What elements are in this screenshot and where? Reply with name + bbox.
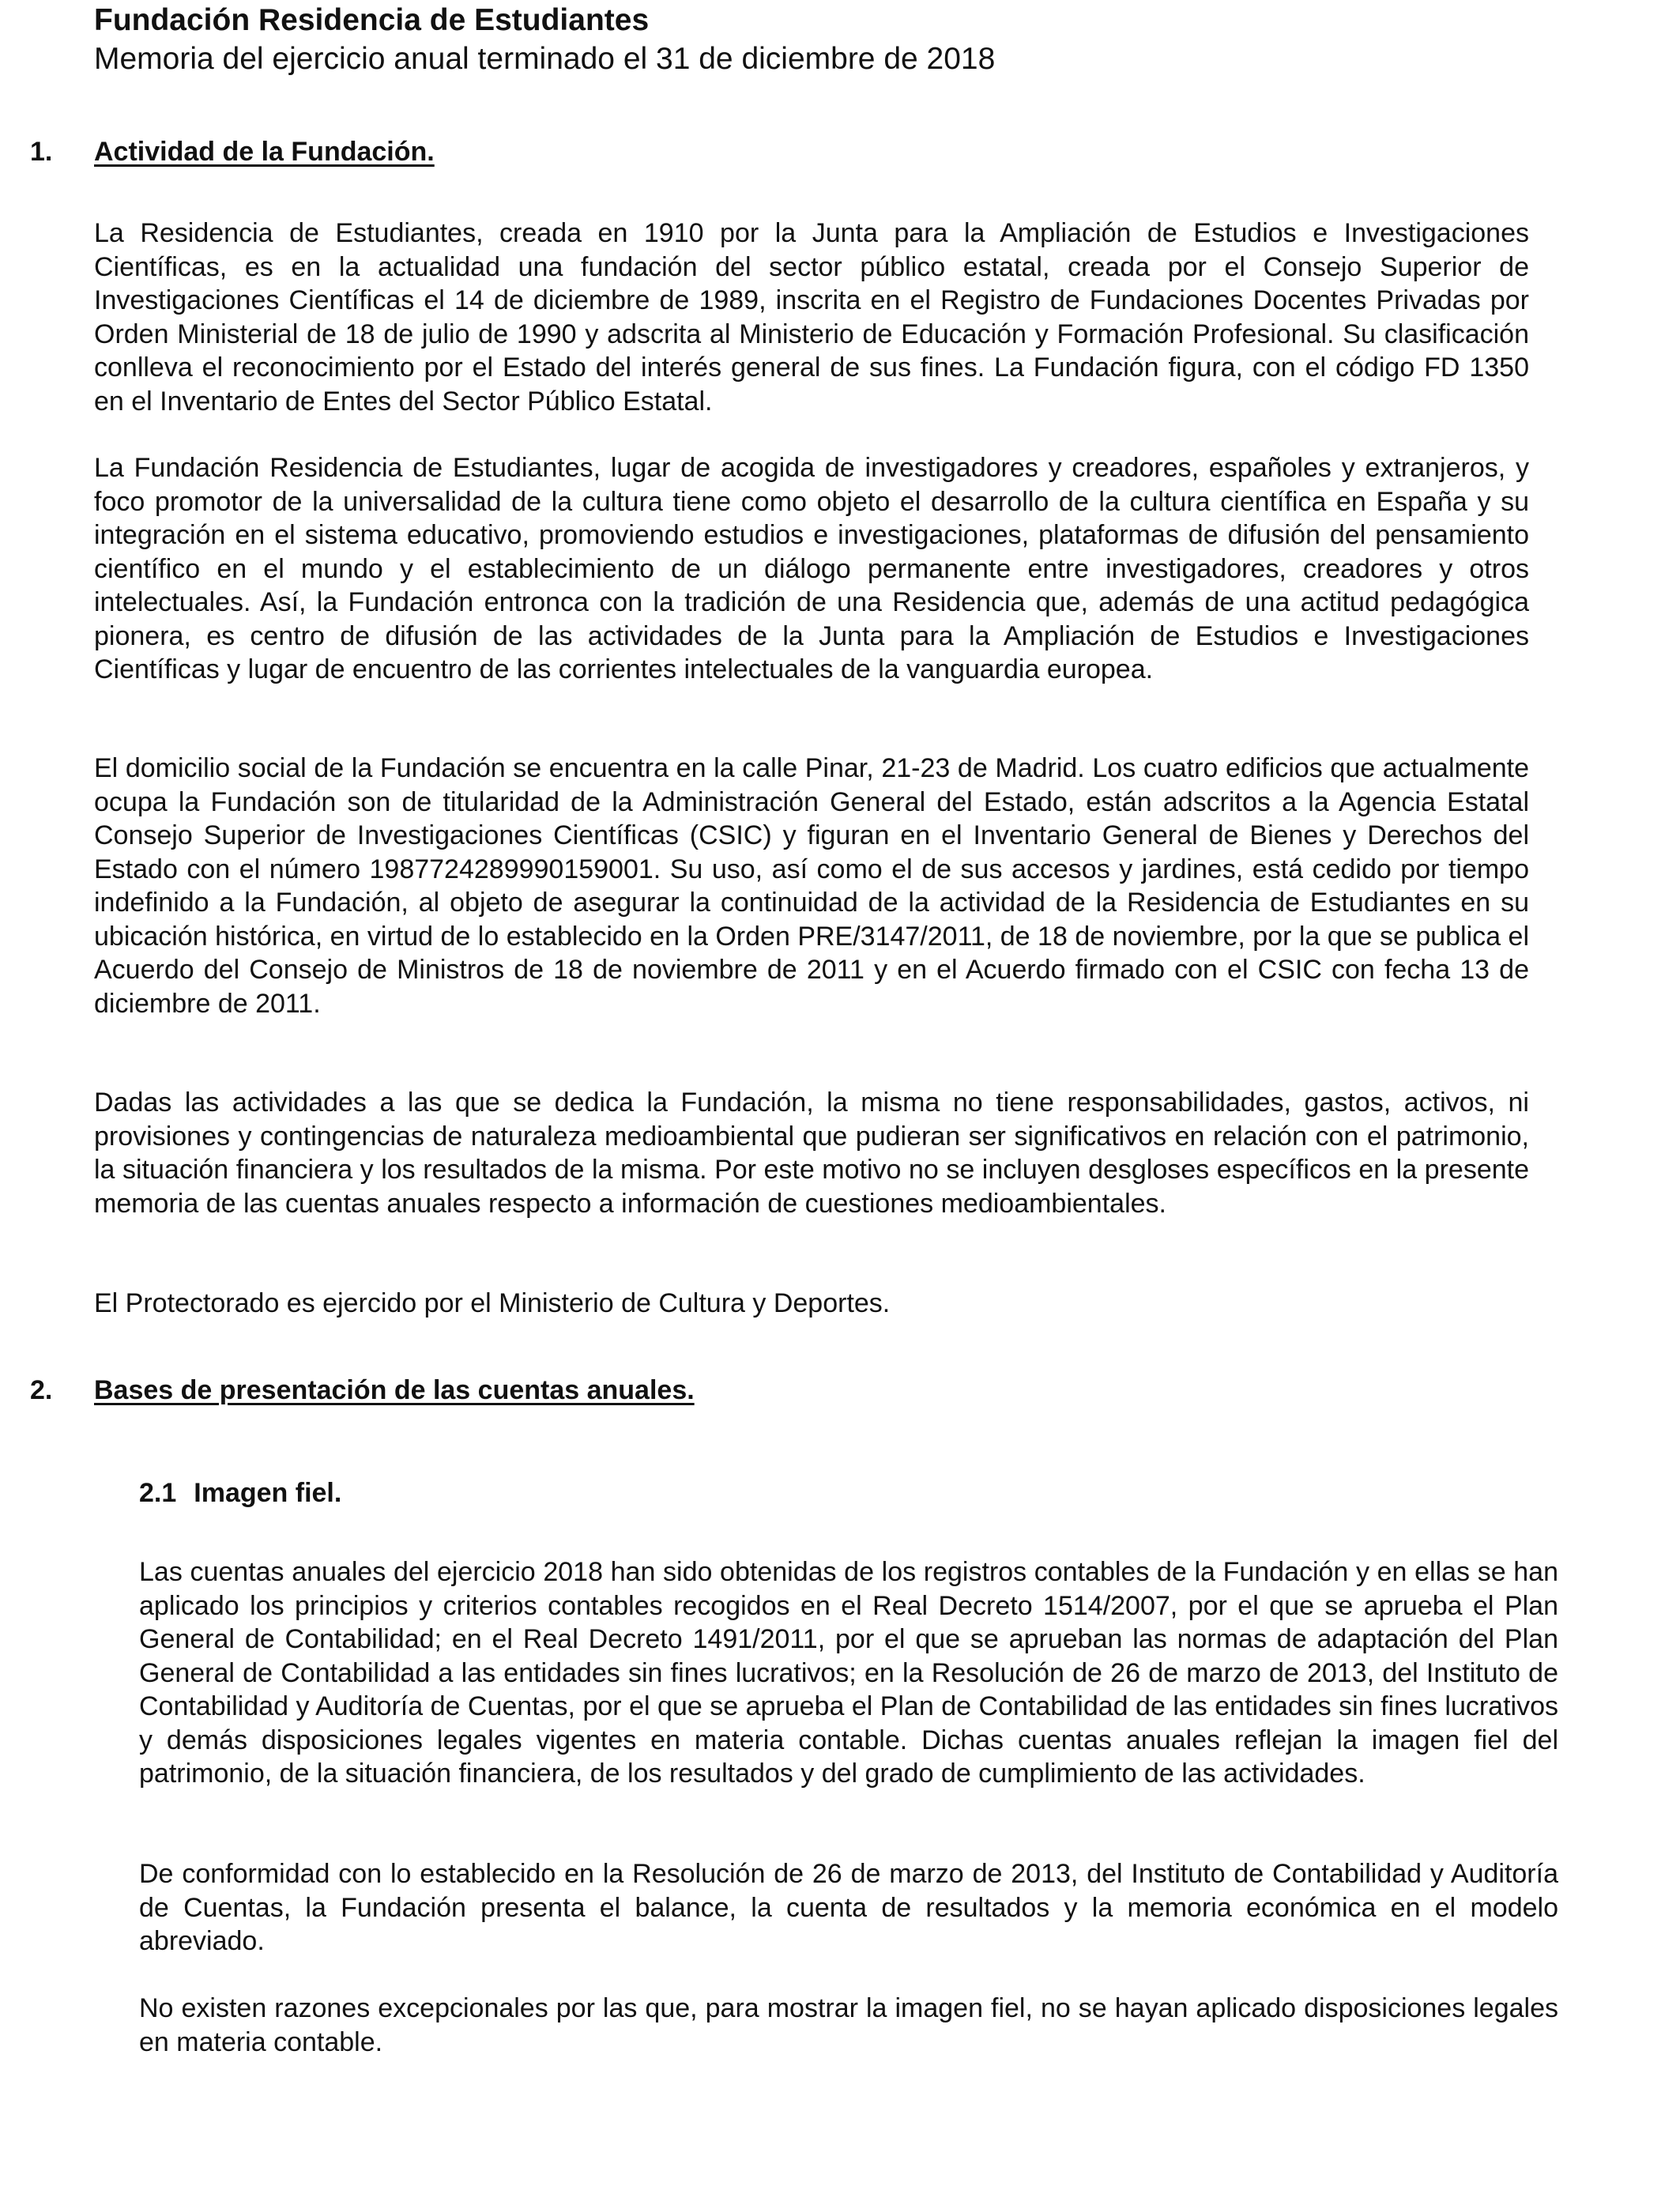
document-subtitle: Memoria del ejercicio anual terminado el 31 de diciembre de 2018 [94, 42, 996, 76]
section-title: Actividad de la Fundación. [94, 137, 435, 167]
section-1-paragraph-3: El domicilio social de la Fundación se encuentra en la calle Pinar, 21-23 de Madrid. Los cuatro edificios que actualmente ocupa la Fundación son de titularidad de la Administración General del Estado, están adscritos a la Agencia Estatal Consejo Superior de Investigaciones Científicas (CSIC) y figuran en el Inventario General de Bienes y Derechos del Estado con el número 1987724289990159001. Su uso, así como el de sus accesos y jardines, está cedido por tiempo indefinido a la Fundación, al objeto de asegurar la continuidad de la actividad de la Residencia de Estudiantes en su ubicación histórica, en virtud de lo establecido en la Orden PRE/3147/2011, de 18 de noviembre, por la que se publica el Acuerdo del Consejo de Ministros de 18 de noviembre de 2011 y en el Acuerdo firmado con el CSIC con fecha 13 de diciembre de 2011. [94, 753, 1529, 1019]
section-number: 1. [30, 137, 53, 167]
subsection-2-1-paragraph-2: De conformidad con lo establecido en la Resolución de 26 de marzo de 2013, del Instituto de Contabilidad y Auditoría de Cuentas, la Fundación presenta el balance, la cuenta de resultados y la memoria económica en el modelo abreviado. [139, 1859, 1558, 1956]
section-1-paragraph-2: La Fundación Residencia de Estudiantes, lugar de acogida de investigadores y creadores, españoles y extranjeros, y foco promotor de la universalidad de la cultura tiene como objeto el desarrollo de la cultura científica en España y su integración en el sistema educativo, promoviendo estudios e investigaciones, plataformas de difusión del pensamiento científico en el mundo y el establecimiento de un diálogo permanente entre investigadores, creadores y otros intelectuales. Así, la Fundación entronca con la tradición de una Residencia que, además de una actitud pedagógica pionera, es centro de difusión de las actividades de la Junta para la Ampliación de Estudios e Investigaciones Científicas y lugar de encuentro de las corrientes intelectuales de la vanguardia europea. [94, 453, 1529, 684]
subsection-number: 2.1 [139, 1478, 177, 1508]
subsection-2-1-heading [139, 1476, 341, 1510]
subsection-2-1-paragraph-3: No existen razones excepcionales por las que, para mostrar la imagen fiel, no se hayan aplicado disposiciones legales en materia contable. [139, 1993, 1558, 2057]
subsection-2-1-paragraph-1: Las cuentas anuales del ejercicio 2018 han sido obtenidas de los registros contables de la Fundación y en ellas se han aplicado los principios y criterios contables recogidos en el Real Decreto 1514/2007, por el que se aprueba el Plan General de Contabilidad; en el Real Decreto 1491/2011, por el que se aprueban las normas de adaptación del Plan General de Contabilidad a las entidades sin fines lucrativos; en la Resolución de 26 de marzo de 2013, del Instituto de Contabilidad y Auditoría de Cuentas, por el que se aprueba el Plan de Contabilidad de las entidades sin fines lucrativos y demás disposiciones legales vigentes en materia contable. Dichas cuentas anuales reflejan la imagen fiel del patrimonio, de la situación financiera, de los resultados y del grado de cumplimiento de las actividades. [139, 1557, 1558, 1789]
section-1-paragraph-4: Dadas las actividades a las que se dedica la Fundación, la misma no tiene responsabilidades, gastos, activos, ni provisiones y contingencias de naturaleza medioambiental que pudieran ser significativos en relación con el patrimonio, la situación financiera y los resultados de la misma. Por este motivo no se incluyen desgloses específicos en la presente memoria de las cuentas anuales respecto a información de cuestiones medioambientales. [94, 1088, 1529, 1219]
document-header [94, 2, 1595, 79]
subsection-title: Imagen fiel. [194, 1478, 342, 1508]
section-1-paragraph-5: El Protectorado es ejercido por el Ministerio de Cultura y Deportes. [94, 1288, 891, 1318]
section-title: Bases de presentación de las cuentas anuales. [94, 1375, 695, 1405]
organization-title: Fundación Residencia de Estudiantes [94, 3, 650, 37]
section-number: 2. [30, 1375, 53, 1405]
section-1-paragraph-1: La Residencia de Estudiantes, creada en 1910 por la Junta para la Ampliación de Estudios e Investigaciones Científicas, es en la actualidad una fundación del sector público estatal, creada por el Consejo Superior de Investigaciones Científicas el 14 de diciembre de 1989, inscrita en el Registro de Fundaciones Docentes Privadas por Orden Ministerial de 18 de julio de 1990 y adscrita al Ministerio de Educación y Formación Profesional. Su clasificación conlleva el reconocimiento por el Estado del interés general de sus fines. La Fundación figura, con el código FD 1350 en el Inventario de Entes del Sector Público Estatal. [94, 218, 1529, 417]
